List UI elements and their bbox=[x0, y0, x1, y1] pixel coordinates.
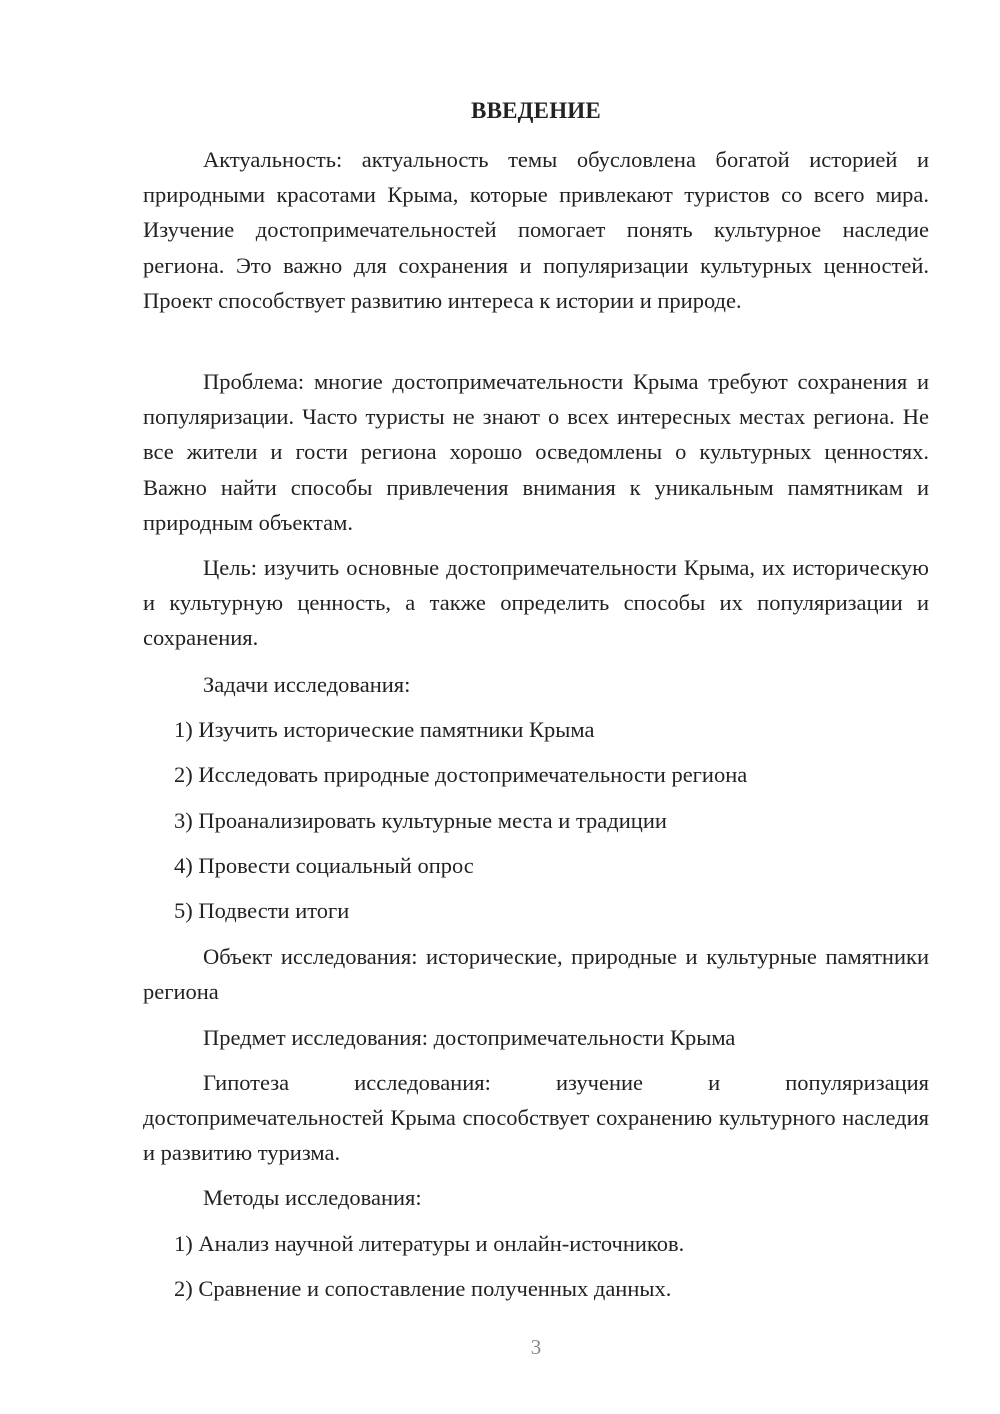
method-item: 1) Анализ научной литературы и онлайн-источников. bbox=[174, 1231, 685, 1256]
task-item: 5) Подвести итоги bbox=[174, 898, 350, 923]
method-item: 2) Сравнение и сопоставление полученных данных. bbox=[174, 1276, 672, 1301]
goal-paragraph: Цель: изучить основные достопримечательности Крыма, их историческую и культурную ценность, а также определить способы их популяризации и сохранения. bbox=[143, 555, 929, 651]
problem-paragraph: Проблема: многие достопримечательности Крыма требуют сохранения и популяризации. Часто туристы не знают о всех интересных местах региона. Не все жители и гости региона хорошо осведомлены о культурных ценностях. Важно найти способы привлечения внимания к уникальным памятникам и природным объектам. bbox=[143, 369, 929, 535]
subject-line: Предмет исследования: достопримечательности Крыма bbox=[203, 1025, 736, 1050]
relevance-paragraph: Актуальность: актуальность темы обусловлена богатой историей и природными красотами Крыма, которые привлекают туристов со всего мира. Изучение достопримечательностей помогает понять культурное наследие региона. Это важно для сохранения и популяризации культурных ценностей. Проект способствует развитию интереса к истории и природе. bbox=[143, 147, 929, 313]
task-item: 2) Исследовать природные достопримечательности региона bbox=[174, 762, 748, 787]
methods-heading: Методы исследования: bbox=[203, 1185, 422, 1210]
tasks-heading: Задачи исследования: bbox=[203, 672, 411, 697]
page-number: 3 bbox=[530, 1335, 542, 1359]
object-paragraph: Объект исследования: исторические, природные и культурные памятники региона bbox=[143, 944, 929, 1005]
task-item: 3) Проанализировать культурные места и традиции bbox=[174, 808, 667, 833]
hypothesis-paragraph: Гипотеза исследования: изучение и популяризация достопримечательностей Крыма способствует сохранению культурного наследия и развитию туризма. bbox=[143, 1070, 929, 1166]
task-item: 4) Провести социальный опрос bbox=[174, 853, 474, 878]
task-item: 1) Изучить исторические памятники Крыма bbox=[174, 717, 595, 742]
section-title: ВВЕДЕНИЕ bbox=[471, 98, 601, 123]
